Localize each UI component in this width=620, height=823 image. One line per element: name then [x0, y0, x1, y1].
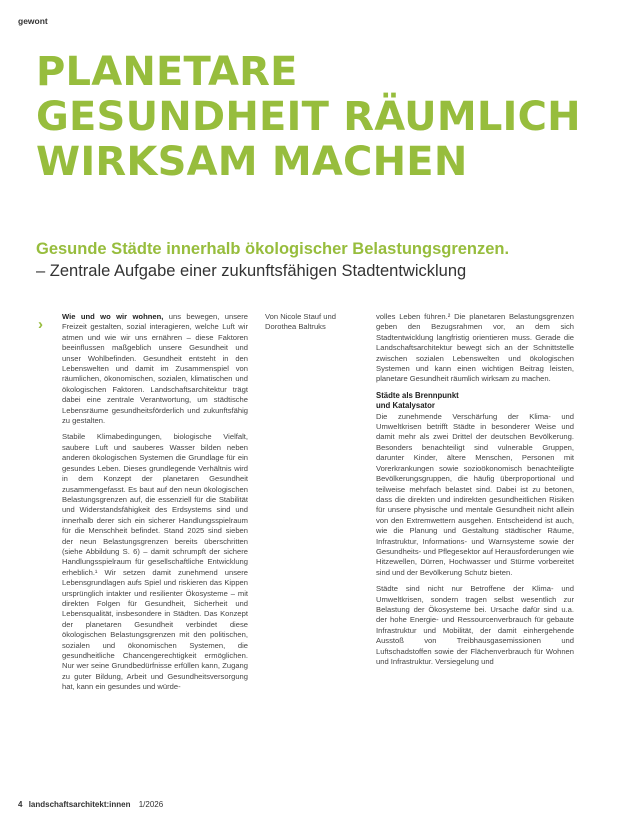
body-paragraph: Städte sind nicht nur Betroffene der Klima- und Umweltkrisen, sondern tragen selbst wesentlich zur Belastung der Ökosysteme bei. Ursache dafür sind u.a. der hohe Energie- und Ressourcenverbrauch für gebaute Infrastruktur und Mobilität, der damit einhergehende Ausstoß von Treibhausgasemissionen und Luftschadstoffen sowie der Flächenverbrauch für Wohnen und Infrastruktur. Versiegelung und: [376, 584, 574, 666]
article-subtitle: [36, 238, 596, 282]
body-paragraph: Stabile Klimabedingungen, biologische Vielfalt, saubere Luft und sauberes Wasser bilden neben anderen ökologischen Systemen die Grundlage für ein gesundes Leben. Dieses grundlegende Verhältnis wird in dem Konzept der planetaren Gesundheit zusammengefasst. Es baut auf den neun ökologischen Belastungsgrenzen auf, die essenziell für die Stabilität und Widerstandsfähigkeit des Erdsystems sind und innerhalb derer sich ein sicherer Handlungsspielraum für die Menschheit befindet. Stand 2025 sind sieben der neun Belastungsgrenzen bereits überschritten (siehe Abbildung S. 6) – damit schrumpft der sichere Handlungsspielraum für gesellschaftliche Entwicklung erheblich.¹ Wir setzen damit zunehmend unsere Lebensgrundlagen aufs Spiel und riskieren das Kippen ursprünglich intakter und resilienter Ökosysteme – mit direkten Folgen für Gesundheit, Sicherheit und Lebensqualität, insbesondere in Städten. Das Konzept der planetaren Gesundheit verbindet diese ökologischen Belastungsgrenzen mit den politischen, sozialen und ökonomischen Systemen, die gesundheitliche Chancengerechtigkeit ermöglichen. Nur wer seine Grundbedürfnisse erfüllen kann, Zugang zu guter Bildung, Arbeit und Gesundheitsversorgung hat, kann ein gesundes und würde-: [62, 432, 248, 692]
page-footer: [18, 800, 163, 809]
section-heading-line-1: Städte als Brennpunkt: [376, 390, 459, 400]
page-number: 4: [18, 800, 23, 809]
section-heading-line-2: und Katalysator: [376, 401, 435, 411]
article-start-marker: ›: [38, 316, 43, 333]
subtitle-rest: – Zentrale Aufgabe einer zukunftsfähigen Stadtentwicklung: [36, 262, 467, 280]
lead-in: Wie und wo wir wohnen,: [62, 312, 164, 321]
issue-number: 1/2026: [138, 800, 164, 809]
section-kicker: gewont: [18, 16, 48, 26]
text-column-1: [62, 312, 248, 699]
title-line-2: GESUNDHEIT RÄUMLICH: [36, 94, 581, 140]
text-column-3: [376, 312, 574, 673]
paragraph-text: uns bewegen, unsere Freizeit gestalten, sozial interagieren, welche Luft wir atmen und wie wir uns ernähren – diese Faktoren beeinflussen maßgeblich unsere Gesundheit und unser Wohlbefinden. Gesundheit entsteht in den Lebenswelten und damit im Zusammenspiel von räumlichen, ökonomischen, sozialen, klimatischen und ökologischen Faktoren. Landschaftsarchitektur trägt dabei eine zentrale Verantwortung, um städtische Lebensräume gesundheitsförderlich und zukunftsfähig zu gestalten.: [62, 312, 248, 426]
body-paragraph: volles Leben führen.² Die planetaren Belastungsgrenzen geben den Bezugsrahmen vor, an dem sich Stadtentwicklung langfristig orientieren muss. Gerade die Landschaftsarchitektur bewegt sich an der Schnittstelle zwischen sozialen Lebenswelten und ökologischen Systemen und kann einen wichtigen Beitrag leisten, planetare Gesundheit räumlich wirksam zu machen.: [376, 312, 574, 384]
intro-paragraph: [62, 312, 248, 426]
magazine-name: landschaftsarchitekt:innen: [28, 800, 131, 809]
body-paragraph: Die zunehmende Verschärfung der Klima- und Umweltkrisen betrifft Städte in besonderer Weise und damit mehr als zwei Drittel der deutschen Bevölkerung. Besonders benachteiligt sind vulnerable Gruppen, darunter Kinder, ältere Menschen, Personen mit Vorerkrankungen sowie sozioökonomisch benachteiligte Bevölkerungsgruppen, die häufig überproportional und teilweise mehrfach belastet sind. Dabei ist zu betonen, dass die direkten und indirekten gesundheitlichen Risiken für unsere physische und mentale Gesundheit nicht allein von den Extremwettern ausgehen. Entscheidend ist auch, wie die Planung und Gestaltung städtischer Räume, Infrastruktur, Informations- und Warnsysteme sowie der Gesundheits- und Pflegesektor auf Herausforderungen wie Hitzewellen, Dürren, Hochwasser und Stürme vorbereitet sind und der Bevölkerung Schutz bieten.: [376, 411, 574, 577]
article-title: [36, 50, 606, 185]
title-line-1: PLANETARE: [36, 49, 298, 95]
byline-column: [265, 312, 365, 339]
byline: Von Nicole Stauf und Dorothea Baltruks: [265, 312, 336, 332]
subtitle-lead: Gesunde Städte innerhalb ökologischer Belastungsgrenzen.: [36, 240, 510, 258]
title-line-3: WIRKSAM MACHEN: [36, 139, 468, 185]
